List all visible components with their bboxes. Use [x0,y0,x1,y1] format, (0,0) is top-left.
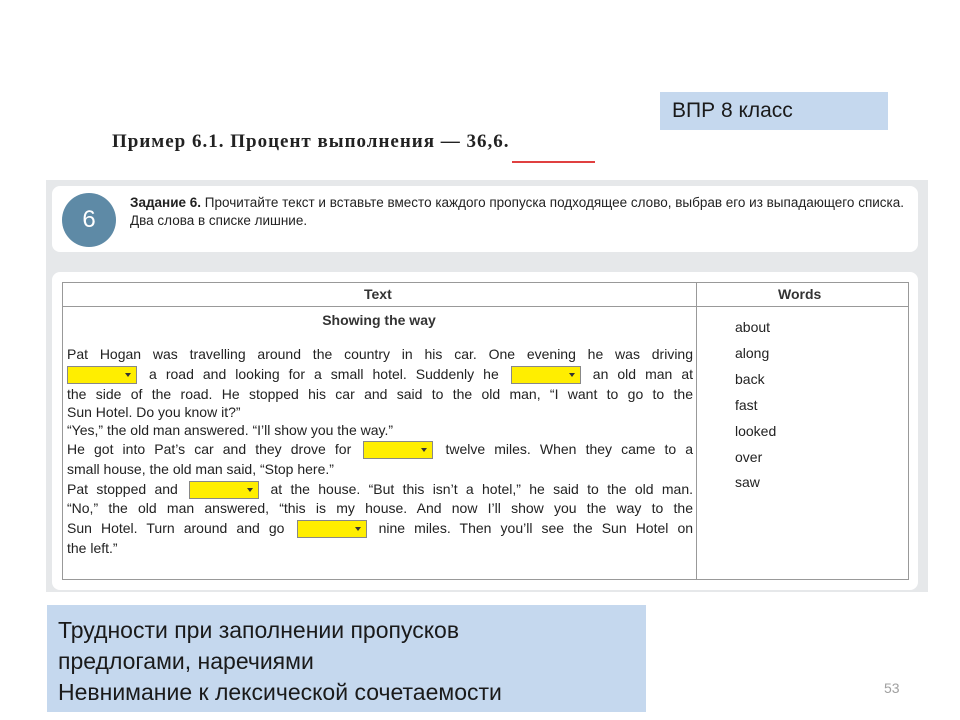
column-header-words: Words [778,286,822,302]
task-instruction-text: Прочитайте текст и вставьте вместо каждого пропуска подходящее слово, выбрав его из выпадающего списка. Два слова в списке лишние. [130,195,905,228]
story-line: “No,” the old man answered, “this is my house. And now I’ll show you the way to the [67,500,693,516]
story-text: Sun Hotel. Turn around and go [67,520,285,536]
story-text: at the house. “But this isn’t a hotel,” he said to the old man. [270,481,694,497]
word-option: about [735,319,771,335]
gap-dropdown-1[interactable] [67,366,137,384]
story-line: Pat Hogan was travelling around the country in his car. One evening he was driving [67,346,693,362]
word-option: fast [735,397,758,413]
word-option: along [735,345,770,361]
table-column-divider [696,282,697,580]
story-line: Sun Hotel. Do you know it?” [67,404,241,420]
story-line: “Yes,” the old man answered. “I’ll show you the way.” [67,422,394,438]
page-number: 53 [884,680,900,696]
word-option: looked [735,423,777,439]
story-line [67,441,693,459]
difficulties-note [47,605,646,712]
gap-dropdown-2[interactable] [511,366,581,384]
story-line [67,520,693,538]
gap-dropdown-3[interactable] [363,441,433,459]
task-instruction [130,194,915,230]
story-text: a road and looking for a small hotel. Suddenly he [149,366,499,382]
story-line [67,366,693,384]
story-text: Pat stopped and [67,481,178,497]
grade-badge: ВПР 8 класс [660,92,888,130]
note-line: Трудности при заполнении пропусков [58,617,460,643]
story-text: nine miles. Then you’ll see the Sun Hotel on [378,520,694,536]
note-line: Невнимание к лексической сочетаемости [58,679,502,705]
example-title: Пример 6.1. Процент выполнения — 36,6. [112,131,510,152]
task-prefix: Задание 6. [130,195,202,210]
story-text: twelve miles. When they came to a [445,441,694,457]
story-line: the side of the road. He stopped his car and said to the old man, “I want to go to the [67,386,693,402]
gap-dropdown-4[interactable] [189,481,259,499]
note-line: предлогами, наречиями [58,648,314,674]
word-option: back [735,371,765,387]
percent-underline [512,161,595,163]
word-option: over [735,449,763,465]
table-header-divider [62,306,909,307]
story-title: Showing the way [322,312,436,328]
story-line [67,481,693,499]
gap-dropdown-5[interactable] [297,520,367,538]
story-text: He got into Pat’s car and they drove for [67,441,352,457]
column-header-text: Text [364,286,392,302]
story-line: the left.” [67,540,118,556]
story-text: an old man at [592,366,694,382]
word-option: saw [735,474,760,490]
story-line: small house, the old man said, “Stop here.” [67,461,334,477]
task-number-badge: 6 [62,193,116,247]
